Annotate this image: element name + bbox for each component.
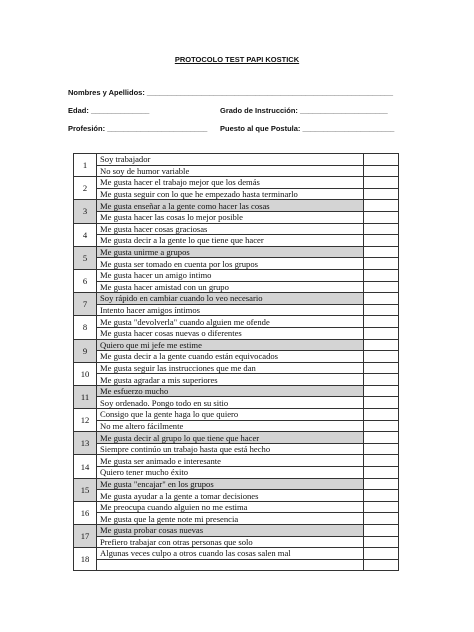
item-row-b <box>74 397 399 409</box>
item-statement-a: Algunas veces culpo a otros cuando las cosas salen mal <box>97 548 364 560</box>
item-number: 15 <box>74 478 97 501</box>
item-statement-b: Me gusta que la gente note mi presencia <box>97 513 364 525</box>
item-number: 10 <box>74 362 97 385</box>
item-statement-b: Siempre continúo un trabajo hasta que está hecho <box>97 443 364 455</box>
answer-box-b[interactable] <box>364 467 399 479</box>
answer-box-a[interactable] <box>364 177 399 189</box>
age-label: Edad: <box>68 106 89 115</box>
profession-field <box>68 124 207 133</box>
answer-box-a[interactable] <box>364 385 399 397</box>
document-title: PROTOCOLO TEST PAPI KOSTICK <box>174 55 300 64</box>
item-statement-a: Me gusta probar cosas nuevas <box>97 525 364 537</box>
answer-box-a[interactable] <box>364 339 399 351</box>
instruction-line: _____________________ <box>300 106 388 115</box>
answer-box-b[interactable] <box>364 420 399 432</box>
profession-line: ________________________ <box>107 124 208 133</box>
position-field <box>220 124 394 133</box>
name-field <box>68 88 393 97</box>
item-row-b <box>74 165 399 177</box>
item-number: 5 <box>74 246 97 269</box>
answer-box-a[interactable] <box>364 501 399 513</box>
item-row-a <box>74 525 399 537</box>
item-number: 12 <box>74 409 97 432</box>
item-statement-b: Me gusta seguir con lo que he empezado hasta terminarlo <box>97 188 364 200</box>
answer-box-b[interactable] <box>364 490 399 502</box>
item-row-a <box>74 223 399 235</box>
item-statement-a: Me gusta ser animado e interesante <box>97 455 364 467</box>
item-statement-a: Quiero que mi jefe me estime <box>97 339 364 351</box>
item-row-a <box>74 154 399 166</box>
item-number: 3 <box>74 200 97 223</box>
item-row-a <box>74 432 399 444</box>
item-number: 18 <box>74 548 97 571</box>
item-row-b <box>74 304 399 316</box>
answer-box-a[interactable] <box>364 200 399 212</box>
item-statement-b: Quiero tener mucho éxito <box>97 467 364 479</box>
answer-box-b[interactable] <box>364 258 399 270</box>
item-number: 1 <box>74 154 97 177</box>
item-row-a <box>74 548 399 560</box>
answer-box-b[interactable] <box>364 281 399 293</box>
item-statement-a: Me esfuerzo mucho <box>97 385 364 397</box>
item-statement-a: Me gusta "devolverla" cuando alguien me ofende <box>97 316 364 328</box>
item-statement-a: Me gusta hacer cosas graciosas <box>97 223 364 235</box>
item-statement-a: Me gusta seguir las instrucciones que me dan <box>97 362 364 374</box>
answer-box-b[interactable] <box>364 374 399 386</box>
answer-box-a[interactable] <box>364 154 399 166</box>
item-statement-b: Me gusta agradar a mis superiores <box>97 374 364 386</box>
item-statement-b: Me gusta hacer amistad con un grupo <box>97 281 364 293</box>
item-row-b <box>74 536 399 548</box>
answer-box-b[interactable] <box>364 443 399 455</box>
item-number: 8 <box>74 316 97 339</box>
answer-box-b[interactable] <box>364 235 399 247</box>
answer-box-b[interactable] <box>364 536 399 548</box>
item-row-a <box>74 269 399 281</box>
item-row-a <box>74 362 399 374</box>
item-row-a <box>74 200 399 212</box>
item-row-b <box>74 490 399 502</box>
item-statement-a: Me preocupa cuando alguien no me estima <box>97 501 364 513</box>
item-number: 17 <box>74 525 97 548</box>
item-statement-b: No soy de humor variable <box>97 165 364 177</box>
profession-label: Profesión: <box>68 124 106 133</box>
item-statement-b: Me gusta decir a la gente cuando están equivocados <box>97 351 364 363</box>
item-row-a <box>74 478 399 490</box>
item-statement-b: Me gusta decir a la gente lo que tiene que hacer <box>97 235 364 247</box>
age-field <box>68 106 149 115</box>
instruction-label: Grado de Instrucción: <box>220 106 298 115</box>
item-row-b <box>74 211 399 223</box>
item-number: 14 <box>74 455 97 478</box>
position-line: ______________________ <box>302 124 395 133</box>
position-label: Puesto al que Postula: <box>220 124 301 133</box>
item-number: 16 <box>74 501 97 524</box>
item-row-a <box>74 385 399 397</box>
item-row-b <box>74 235 399 247</box>
answer-box-b[interactable] <box>364 559 399 571</box>
name-label: Nombres y Apellidos: <box>68 88 145 97</box>
item-row-a <box>74 501 399 513</box>
item-statement-a: Me gusta unirme a grupos <box>97 246 364 258</box>
item-statement-b: Prefiero trabajar con otras personas que solo <box>97 536 364 548</box>
item-row-b <box>74 467 399 479</box>
item-statement-b: Me gusta ayudar a la gente a tomar decisiones <box>97 490 364 502</box>
item-statement-b: Me gusta hacer las cosas lo mejor posible <box>97 211 364 223</box>
item-row-b <box>74 258 399 270</box>
item-number: 7 <box>74 293 97 316</box>
answer-box-a[interactable] <box>364 432 399 444</box>
test-table-body <box>74 154 399 571</box>
item-statement-b: No me altero fácilmente <box>97 420 364 432</box>
item-row-a <box>74 339 399 351</box>
answer-box-b[interactable] <box>364 513 399 525</box>
item-number: 6 <box>74 269 97 292</box>
item-row-b <box>74 513 399 525</box>
answer-box-a[interactable] <box>364 525 399 537</box>
item-row-a <box>74 409 399 421</box>
item-statement-a: Me gusta hacer un amigo intimo <box>97 269 364 281</box>
item-statement-a: Soy trabajador <box>97 154 364 166</box>
item-statement-a: Me gusta decir al grupo lo que tiene que hacer <box>97 432 364 444</box>
item-row-b <box>74 351 399 363</box>
item-row-b <box>74 420 399 432</box>
item-row-b <box>74 281 399 293</box>
item-row-a <box>74 455 399 467</box>
test-table <box>73 153 399 571</box>
answer-box-a[interactable] <box>364 293 399 305</box>
age-line: ______________ <box>90 106 150 115</box>
item-statement-b: Me gusta hacer cosas nuevas o diferentes <box>97 327 364 339</box>
instruction-field <box>220 106 388 115</box>
answer-box-a[interactable] <box>364 409 399 421</box>
answer-box-a[interactable] <box>364 223 399 235</box>
item-row-b <box>74 443 399 455</box>
item-statement-a: Me gusta enseñar a la gente como hacer las cosas <box>97 200 364 212</box>
item-statement-b: Me gusta ser tomado en cuenta por los grupos <box>97 258 364 270</box>
answer-box-a[interactable] <box>364 455 399 467</box>
item-statement-a: Soy rápido en cambiar cuando lo veo necesario <box>97 293 364 305</box>
item-statement-a: Me gusta hacer el trabajo mejor que los demás <box>97 177 364 189</box>
item-statement-a: Me gusta "encajar" en los grupos <box>97 478 364 490</box>
answer-box-b[interactable] <box>364 188 399 200</box>
item-row-b <box>74 327 399 339</box>
item-number: 11 <box>74 385 97 408</box>
item-statement-a: Consigo que la gente haga lo que quiero <box>97 409 364 421</box>
answer-box-b[interactable] <box>364 351 399 363</box>
item-row-a <box>74 177 399 189</box>
item-row-b <box>74 559 399 571</box>
answer-box-b[interactable] <box>364 211 399 223</box>
item-statement-b: Intento hacer amigos íntimos <box>97 304 364 316</box>
item-statement-b: Soy ordenado. Pongo todo en su sitio <box>97 397 364 409</box>
answer-box-a[interactable] <box>364 548 399 560</box>
answer-box-a[interactable] <box>364 269 399 281</box>
item-number: 4 <box>74 223 97 246</box>
answer-box-a[interactable] <box>364 362 399 374</box>
answer-box-b[interactable] <box>364 165 399 177</box>
item-row-b <box>74 188 399 200</box>
item-number: 2 <box>74 177 97 200</box>
item-row-a <box>74 246 399 258</box>
item-row-a <box>74 293 399 305</box>
answer-box-b[interactable] <box>364 304 399 316</box>
answer-box-b[interactable] <box>364 327 399 339</box>
item-number: 13 <box>74 432 97 455</box>
item-statement-b <box>97 559 364 571</box>
answer-box-a[interactable] <box>364 246 399 258</box>
answer-box-b[interactable] <box>364 397 399 409</box>
item-row-b <box>74 374 399 386</box>
name-line: ___________________________________________________________ <box>146 88 394 97</box>
item-number: 9 <box>74 339 97 362</box>
item-row-a <box>74 316 399 328</box>
answer-box-a[interactable] <box>364 478 399 490</box>
answer-box-a[interactable] <box>364 316 399 328</box>
